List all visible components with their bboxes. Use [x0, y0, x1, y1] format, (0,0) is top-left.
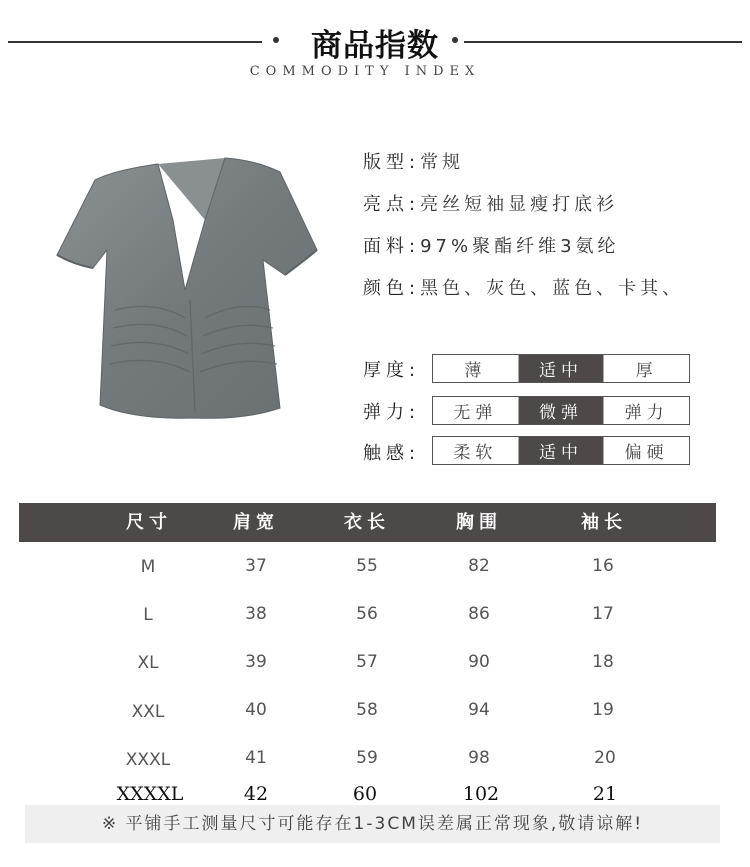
cell-size: XXL — [131, 702, 165, 722]
cell-sleeve: 19 — [592, 700, 614, 720]
cell-sleeve: 18 — [592, 652, 614, 672]
cell-length: 57 — [356, 652, 378, 672]
cell-bust: 86 — [468, 604, 490, 624]
thickness-scale — [432, 354, 690, 383]
elasticity-scale — [432, 396, 690, 425]
info-style: 版型:常规 — [363, 152, 465, 173]
cell-size: L — [143, 605, 153, 625]
header-dot-left — [273, 37, 279, 43]
cell-sleeve: 17 — [592, 604, 614, 624]
page-title: 商品指数 — [311, 28, 439, 64]
header-line-right — [464, 41, 742, 43]
header-line-left — [8, 41, 262, 43]
cell-size: XL — [137, 653, 159, 673]
cell-length: 55 — [356, 556, 378, 576]
cell-bust: 102 — [462, 783, 500, 805]
cell-bust: 94 — [468, 700, 490, 720]
cell-size: XXXL — [125, 750, 171, 770]
cell-shoulder: 38 — [245, 604, 267, 624]
col-header-size: 尺寸 — [126, 512, 172, 533]
cell-length: 60 — [352, 783, 378, 805]
cell-bust: 90 — [468, 652, 490, 672]
cell-bust: 98 — [468, 748, 490, 768]
product-image — [55, 150, 330, 430]
info-fabric: 面料:97%聚酯纤维3氨纶 — [363, 236, 620, 257]
texture-option: 柔软 — [433, 437, 519, 464]
elasticity-option: 无弹 — [433, 397, 519, 424]
thickness-option-selected: 适中 — [519, 355, 605, 382]
cell-sleeve: 16 — [592, 556, 614, 576]
size-table-header — [19, 503, 716, 542]
cell-sleeve: 20 — [594, 748, 616, 768]
thickness-option: 薄 — [433, 355, 519, 382]
cell-length: 59 — [356, 748, 378, 768]
cell-shoulder: 37 — [245, 556, 267, 576]
header-dot-right — [452, 37, 458, 43]
col-header-length: 衣长 — [344, 512, 390, 533]
texture-label: 触感: — [363, 443, 421, 464]
cell-size: M — [140, 557, 156, 577]
col-header-shoulder: 肩宽 — [233, 512, 279, 533]
texture-option: 偏硬 — [604, 437, 689, 464]
elasticity-label: 弹力: — [363, 402, 421, 423]
cell-sleeve: 21 — [592, 783, 618, 805]
texture-option-selected: 适中 — [519, 437, 605, 464]
elasticity-option: 弹力 — [604, 397, 689, 424]
cell-shoulder: 39 — [245, 652, 267, 672]
cell-length: 58 — [356, 700, 378, 720]
cell-length: 56 — [356, 604, 378, 624]
cell-shoulder: 42 — [243, 783, 269, 805]
col-header-sleeve: 袖长 — [581, 512, 627, 533]
measurement-note: ※ 平铺手工测量尺寸可能存在1-3CM误差属正常现象,敬请谅解! — [25, 805, 720, 843]
cell-shoulder: 41 — [245, 748, 267, 768]
cell-shoulder: 40 — [245, 700, 267, 720]
page-subtitle: COMMODITY INDEX — [249, 64, 481, 79]
thickness-label: 厚度: — [363, 360, 421, 381]
col-header-bust: 胸围 — [456, 512, 502, 533]
info-colors: 颜色:黑色、灰色、蓝色、卡其、 — [363, 278, 685, 299]
cell-bust: 82 — [468, 556, 490, 576]
thickness-option: 厚 — [604, 355, 689, 382]
cell-size: XXXXL — [116, 783, 184, 805]
info-highlight: 亮点:亮丝短袖显瘦打底衫 — [363, 194, 619, 215]
texture-scale — [432, 436, 690, 465]
elasticity-option-selected: 微弹 — [519, 397, 605, 424]
